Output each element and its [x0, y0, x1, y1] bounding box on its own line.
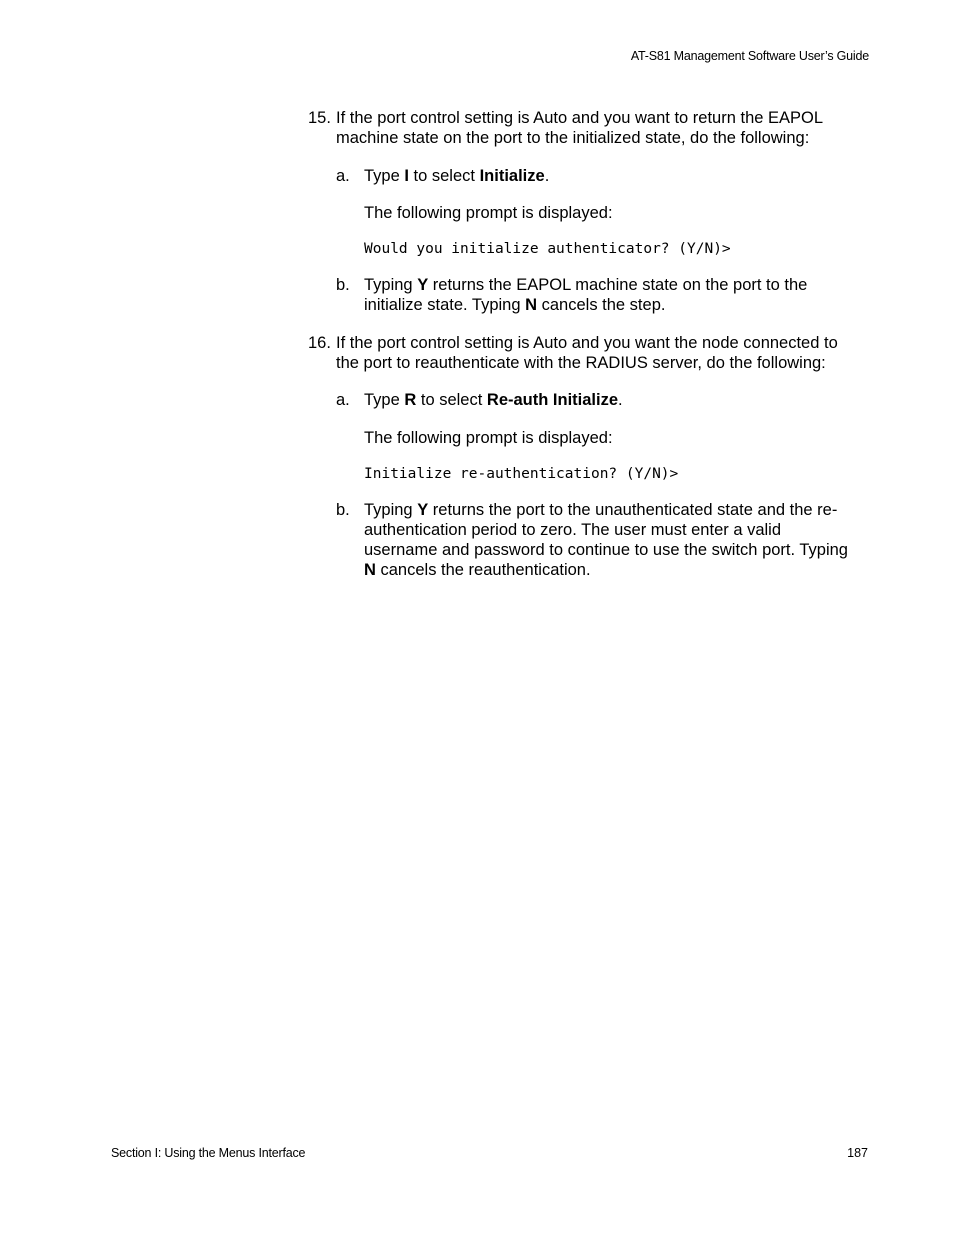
- menu-option: Re-auth Initialize: [486, 391, 619, 409]
- text-run: returns the EAPOL machine state on the port to the: [428, 276, 808, 294]
- substep-letter: a.: [336, 391, 350, 409]
- text-line: [364, 295, 876, 315]
- key-letter: Y: [417, 276, 429, 294]
- prompt-intro: The following prompt is displayed:: [364, 204, 613, 222]
- page-number: 187: [847, 1146, 868, 1160]
- text-run: Type: [364, 391, 405, 409]
- text-run: .: [618, 391, 623, 409]
- step-text-line: machine state on the port to the initialized state, do the following:: [336, 129, 810, 147]
- key-letter: Y: [417, 501, 429, 519]
- step-text-line: If the port control setting is Auto and you want to return the EAPOL: [336, 109, 824, 127]
- step-text-line: the port to reauthenticate with the RADIUS server, do the following:: [336, 354, 826, 372]
- text-run: to select: [416, 391, 487, 409]
- prompt-intro: The following prompt is displayed:: [364, 429, 613, 447]
- text-run: returns the port to the unauthenticated state and the re-: [428, 501, 838, 519]
- prompt-code: Would you initialize authenticator? (Y/N)>: [364, 241, 731, 257]
- text-line: [364, 560, 876, 580]
- substep-text: [364, 500, 876, 580]
- step-text: [336, 333, 876, 373]
- key-letter: N: [525, 296, 538, 314]
- substep-letter: a.: [336, 167, 350, 185]
- text-run: to select: [408, 167, 480, 185]
- step-text: [336, 108, 876, 148]
- substep-text: [364, 166, 876, 186]
- text-run: Type: [364, 167, 405, 185]
- key-letter: R: [404, 391, 417, 409]
- step-number: 15.: [308, 109, 331, 127]
- text-line: [364, 275, 876, 295]
- substep-letter: b.: [336, 276, 350, 294]
- text-line: authentication period to zero. The user must enter a valid: [364, 521, 782, 539]
- menu-option: Initialize: [479, 167, 545, 185]
- running-header: AT-S81 Management Software User’s Guide: [630, 49, 869, 63]
- text-run: .: [544, 167, 550, 185]
- text-run: cancels the step.: [537, 296, 666, 314]
- substep-letter: b.: [336, 501, 350, 519]
- substep-text: [364, 275, 876, 315]
- text-run: initialize state. Typing: [364, 296, 526, 314]
- substep-text: [364, 390, 876, 410]
- key-letter: I: [404, 167, 409, 185]
- text-line: username and password to continue to use the switch port. Typing: [364, 541, 848, 559]
- prompt-code: Initialize re-authentication? (Y/N)>: [364, 466, 679, 482]
- step-text-line: If the port control setting is Auto and you want the node connected to: [336, 334, 838, 352]
- text-run: Typing: [364, 276, 418, 294]
- text-line: [364, 500, 876, 520]
- footer-section: Section I: Using the Menus Interface: [111, 1146, 306, 1160]
- text-run: Typing: [364, 501, 418, 519]
- step-number: 16.: [308, 334, 331, 352]
- key-letter: N: [364, 561, 376, 579]
- text-run: cancels the reauthentication.: [375, 561, 591, 579]
